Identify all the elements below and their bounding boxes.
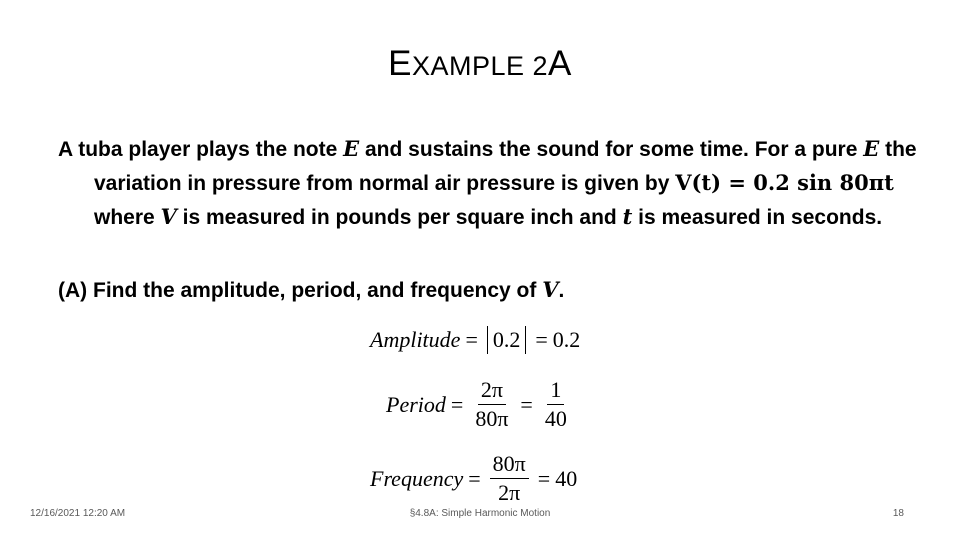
footer-section: §4.8A: Simple Harmonic Motion bbox=[409, 508, 551, 519]
amplitude-label: Amplitude bbox=[370, 327, 461, 352]
variable-V: V bbox=[160, 204, 177, 229]
fraction-denominator: 2π bbox=[498, 480, 521, 505]
fraction-numerator: 2π bbox=[478, 378, 506, 405]
title-suffix: A bbox=[548, 44, 572, 83]
part-a-period: . bbox=[558, 279, 565, 302]
period-equation bbox=[386, 378, 574, 431]
problem-text-2: and sustains the sound for some time. For a pure bbox=[359, 138, 864, 161]
problem-text-1: A tuba player plays the note bbox=[58, 138, 344, 161]
equals-sign: = bbox=[465, 327, 478, 352]
problem-statement bbox=[58, 132, 954, 234]
title-first-letter: E bbox=[388, 44, 412, 83]
variable-E-2: E bbox=[863, 136, 880, 161]
period-fraction-2 bbox=[542, 378, 570, 431]
amplitude-equation bbox=[370, 326, 580, 354]
equals-sign: = bbox=[537, 465, 551, 491]
variable-E: E bbox=[343, 136, 360, 161]
footer-date: 12/16/2021 12:20 AM bbox=[30, 508, 126, 519]
part-a-text: (A) Find the amplitude, period, and frequency of bbox=[58, 279, 543, 302]
problem-text-5: is measured in pounds per square inch and bbox=[176, 206, 623, 229]
equals-sign: = bbox=[535, 327, 548, 352]
equals-sign: = bbox=[520, 391, 533, 417]
frequency-fraction bbox=[490, 452, 529, 505]
amplitude-abs-value: 0.2 bbox=[487, 326, 527, 354]
problem-text-4: where bbox=[94, 206, 161, 229]
slide-title bbox=[0, 44, 960, 84]
variable-t: t bbox=[622, 204, 633, 229]
problem-text-3: the variation in pressure from normal air pressure is given by bbox=[94, 138, 917, 195]
pressure-equation: V(t) = 0.2 sin 80πt bbox=[675, 170, 894, 195]
equals-sign: = bbox=[450, 391, 464, 417]
footer-page-number: 18 bbox=[892, 508, 904, 519]
fraction-denominator: 40 bbox=[544, 406, 567, 431]
frequency-equation bbox=[370, 452, 577, 505]
amplitude-result: 0.2 bbox=[552, 327, 581, 352]
fraction-numerator: 1 bbox=[547, 378, 564, 405]
title-rest: XAMPLE 2 bbox=[411, 51, 549, 81]
period-fraction-1 bbox=[472, 378, 511, 431]
part-a-question bbox=[58, 273, 918, 307]
equals-sign: = bbox=[468, 465, 481, 491]
frequency-result: 40 bbox=[555, 465, 578, 491]
period-label: Period bbox=[386, 391, 446, 417]
part-a-variable-V: V bbox=[542, 277, 559, 302]
problem-text-6: is measured in seconds. bbox=[632, 206, 883, 229]
fraction-denominator: 80π bbox=[475, 406, 509, 431]
frequency-label: Frequency bbox=[370, 465, 464, 491]
fraction-numerator: 80π bbox=[490, 452, 529, 479]
